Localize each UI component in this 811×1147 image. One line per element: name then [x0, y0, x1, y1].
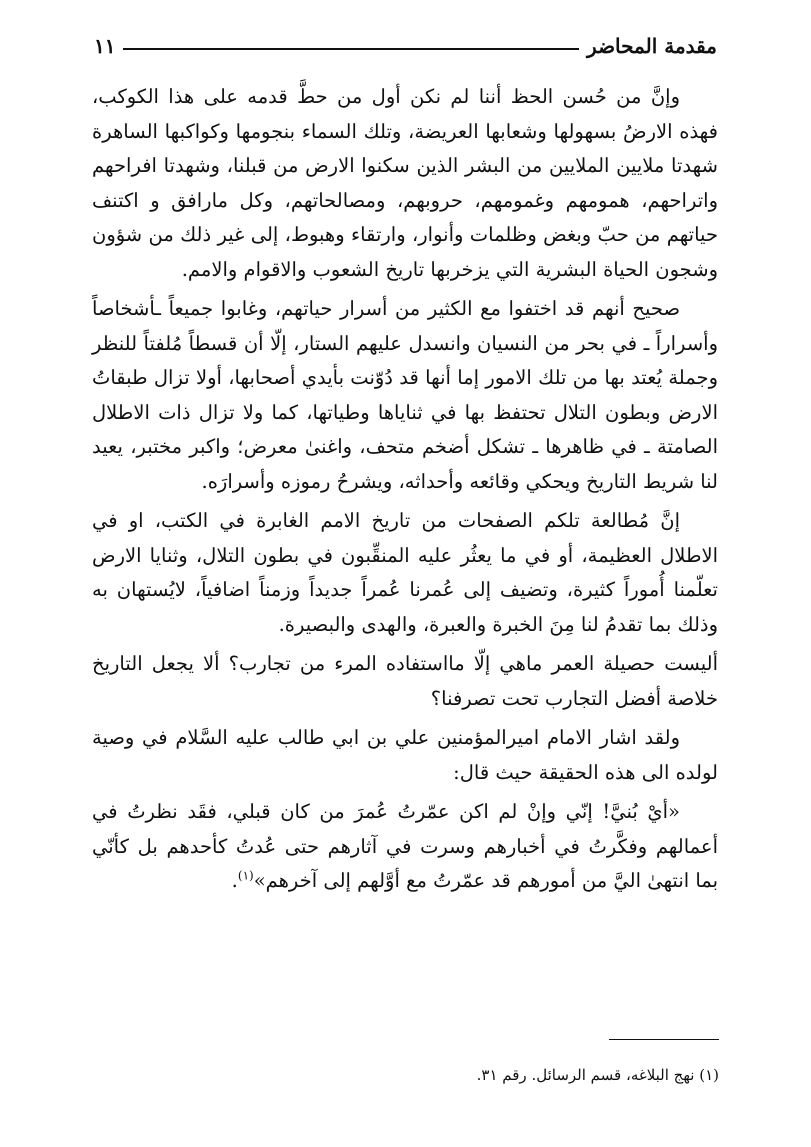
footnote: (١) نهج البلاغه، قسم الرسائل. رقم ٣١.: [476, 1066, 719, 1084]
footnote-divider: [609, 1039, 719, 1040]
quote-text: «أيْ بُنيَّ! إنّي وإنْ لم اكن عمّرتُ عُمرَ من كان قبلي، فقَد نظرتُ في أعمالهم وفكَّرتُ في أخبارهم وسرت في آثارهم حتى عُدتُ كأحدهم بل كأنّي بما انتهىٰ اليَّ من أمورهم قد عمّرتُ مع أوَّلهم إلى آخرهم»: [92, 800, 718, 892]
footnote-reference[interactable]: (١): [237, 868, 254, 883]
paragraph: إنَّ مُطالعة تلكم الصفحات من تاريخ الامم الغابرة في الكتب، او في الاطلال العظيمة، أو في ما يعثُر عليه المنقِّبون في بطون التلال، وثنايا الارض تعلّمنا أُموراً كثيرة، وتضيف إلى عُمرنا عُمراً جديداً وزمناً اضافياً، لايُستهان به وذلك بما تقدمُ لنا مِنَ الخبرة والعبرة، والهدى والبصيرة.: [92, 509, 718, 636]
quote-paragraph: «أيْ بُنيَّ! إنّي وإنْ لم اكن عمّرتُ عُمرَ من كان قبلي، فقَد نظرتُ في أعمالهم وفكَّرتُ في أخبارهم وسرت في آثارهم حتى عُدتُ كأحدهم بل كأنّي بما انتهىٰ اليَّ من أمورهم قد عمّرتُ مع أوَّلهم إلى آخرهم»$^{(١)}$.: [92, 800, 718, 892]
running-title: مقدمة المحاضر: [587, 34, 717, 58]
paragraph: أليست حصيلة العمر ماهي إلّا مااستفاده المرء من تجارب؟ ألا يجعل التاريخ خلاصة أفضل التجارب تحت تصرفنا؟: [92, 652, 718, 710]
paragraph: وإنَّ من حُسن الحظ أننا لم نكن أول من حطَّ قدمه على هذا الكوكب، فهذه الارضُ بسهولها وشعابها العريضة، وتلك السماء بنجومها وكواكبها الساهرة شهدتا ملايين الملايين من البشر الذين سكنوا الارض من قبلنا، وشهدتا افراحهم واتراحهم، همومهم وغمومهم، حروبهم، ومصالحاتهم، وكل مارافق و اكتنف حياتهم من حبّ وبغض وظلمات وأنوار، وارتقاء وهبوط، إلى غير ذلك من شؤون وشجون الحياة البشرية التي يزخربها تاريخ الشعوب والاقوام والامم.: [92, 85, 718, 281]
main-text: [92, 80, 718, 904]
page-header: [94, 30, 717, 62]
page-number: ١١: [94, 34, 116, 58]
paragraph: ولقد اشار الامام اميرالمؤمنين علي بن ابي طالب عليه السَّلام في وصية لولده الى هذه الحقيقة حيث قال:: [92, 726, 718, 784]
paragraph: صحيح أنهم قد اختفوا مع الكثير من أسرار حياتهم، وغابوا جميعاً ـأشخاصاً وأسراراً ـ في بحر من النسيان وانسدل عليهم الستار، إلّا أن قسطاً مُلفتاً للنظر وجملة يُعتد بها من تلك الامور إما أنها قد دُوّنت بأيدي أصحابها، أولا تزال طبقاتُ الارض وبطون التلال تحتفظ بها في ثناياها وطياتها، كما ولا تزال ذات الاطلال الصامتة ـ في ظاهرها ـ تشكل أضخم متحف، واغنىٰ معرض؛ واكبر مختبر، يعيد لنا شريط التاريخ ويحكي وقائعه وأحداثه، ويشرحُ رموزه وأسرارَه.: [92, 297, 718, 493]
header-rule: [123, 48, 579, 50]
